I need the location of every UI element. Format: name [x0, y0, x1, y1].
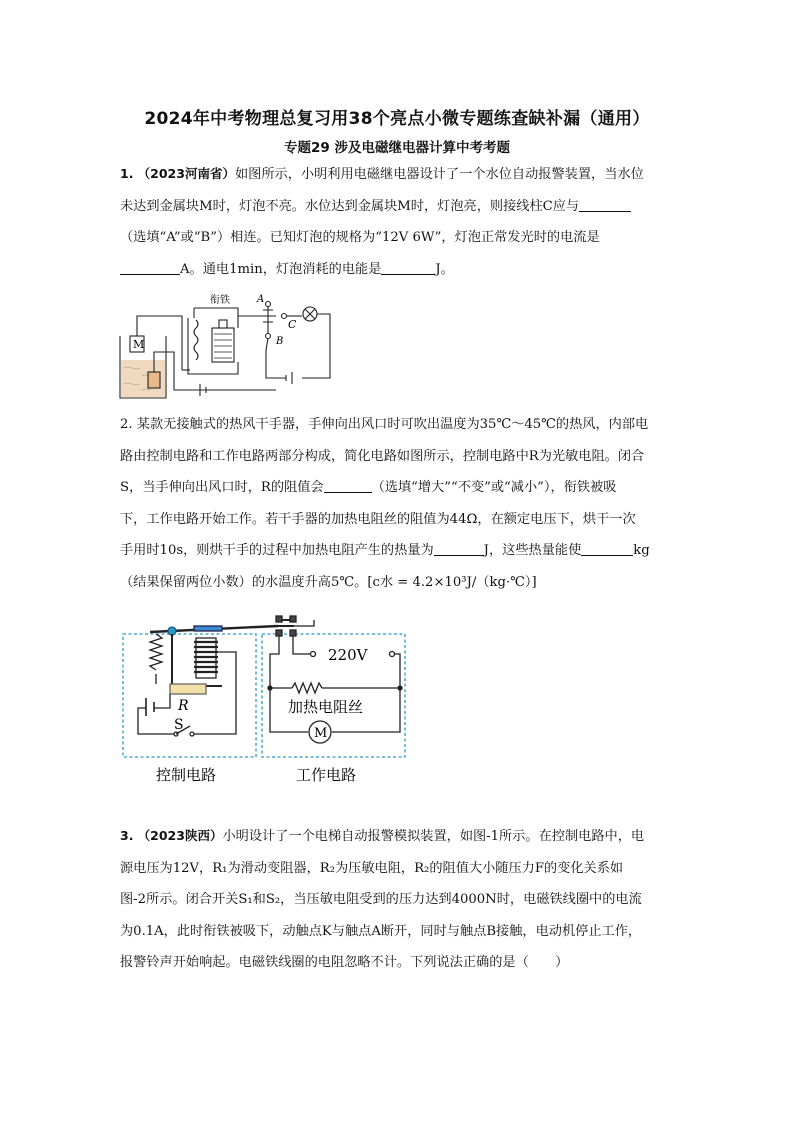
q1-text-4: A。通电1min，灯泡消耗的电能是: [180, 261, 382, 277]
q3-line-3: 图-2所示。闭合开关S₁和S₂，当压敏电阻受到的压力达到4000N时，电磁铁线圈中的电流: [120, 892, 642, 907]
q1-number: 1.: [120, 166, 134, 181]
q2-blank-1[interactable]: [324, 478, 372, 493]
q2-line-6: （结果保留两位小数）的水温度升高5℃。[c水 = 4.2×10³J/（kg·℃）]: [120, 574, 537, 590]
q2-text-5c: kg: [633, 543, 650, 558]
label-c: C: [288, 318, 297, 331]
q3-source: （2023陕西）: [137, 828, 223, 843]
q3-line-2: 源电压为12V，R₁为滑动变阻器，R₂为压敏电阻，R₂的阻值大小随压力F的变化关系如: [120, 860, 624, 876]
label-a: A: [257, 294, 265, 305]
page-title: 2024年中考物理总复习用38个亮点小微专题练查缺补漏（通用）: [144, 109, 650, 129]
label-r: R: [178, 698, 189, 714]
q3-number: 3.: [120, 828, 134, 843]
label-b: B: [276, 336, 284, 347]
q2-line-2: 路由控制电路和工作电路两部分构成，简化电路如图所示，控制电路中R为光敏电阻。闭合: [120, 448, 645, 464]
q3-line-5: 报警铃声开始响起。电磁铁线圈的电阻忽略不计。下列说法正确的是（ ）: [120, 955, 569, 970]
q1-blank-3[interactable]: [381, 260, 435, 275]
q2-figure: [118, 612, 414, 788]
label-heater: 加热电阻丝: [288, 698, 364, 716]
q3-line-1: [120, 820, 676, 853]
q2-blank-2[interactable]: [434, 541, 484, 556]
label-motor: M: [314, 726, 328, 741]
q1-blank-2[interactable]: [120, 260, 180, 275]
label-s: S: [174, 717, 184, 733]
q2-text-1: 某款无接触式的热风干手器，手伸向出风口时可吹出温度为35℃～45℃的热风，内部电: [136, 417, 649, 432]
q1-blank-1[interactable]: [579, 197, 631, 212]
q1-source: （2023河南省）: [137, 166, 235, 181]
question-2: [120, 409, 676, 598]
label-220v: 220V: [328, 646, 368, 664]
q2-text-3b: （选填“增大”“不变”或“减小”），衔铁被吸: [371, 480, 617, 495]
q1-line-4: [120, 254, 676, 286]
q2-blank-3[interactable]: [581, 541, 633, 556]
q1-line-3: （选填“A”或“B”）相连。已知灯泡的规格为“12V 6W”，灯泡正常发光时的电流是: [120, 230, 600, 245]
q2-line-1: [120, 409, 676, 441]
question-3: [120, 820, 676, 979]
q2-line-3: [120, 472, 676, 504]
label-m: M: [133, 338, 145, 351]
q1-text-1: 如图所示，小明利用电磁继电器设计了一个水位自动报警装置，当水位: [234, 167, 644, 182]
q2-text-5a: 手用时10s，则烘干手的过程中加热电阻产生的热量为: [120, 543, 434, 558]
q1-text-5: J。: [435, 261, 454, 277]
q2-line-5: [120, 535, 676, 567]
question-1: [120, 158, 676, 285]
q1-text-2: 未达到金属块M时，灯泡不亮。水位达到金属块M时，灯泡亮，则接线柱C应与: [120, 198, 580, 214]
label-control: 控制电路: [156, 766, 217, 784]
q2-text-3a: S，当手伸向出风口时，R的阻值会: [120, 480, 324, 495]
q1-line-2: [120, 191, 676, 223]
q1-figure: [116, 290, 336, 402]
label-armature: 衔铁: [210, 295, 230, 306]
q1-line-1: [120, 158, 676, 191]
q2-number: 2.: [120, 417, 133, 432]
page-subtitle: 专题29 涉及电磁继电器计算中考考题: [284, 140, 510, 156]
label-work: 工作电路: [296, 766, 357, 784]
q2-line-4: 下，工作电路开始工作。若干手器的加热电阻丝的阻值为44Ω，在额定电压下，烘干一次: [120, 511, 636, 527]
q3-text-1: 小明设计了一个电梯自动报警模拟装置，如图-1所示。在控制电路中，电: [222, 829, 645, 844]
q2-text-5b: J，这些热量能使: [483, 543, 582, 558]
q3-line-4: 为0.1A，此时衔铁被吸下，动触点K与触点A断开，同时与触点B接触，电动机停止工作，: [120, 923, 642, 939]
